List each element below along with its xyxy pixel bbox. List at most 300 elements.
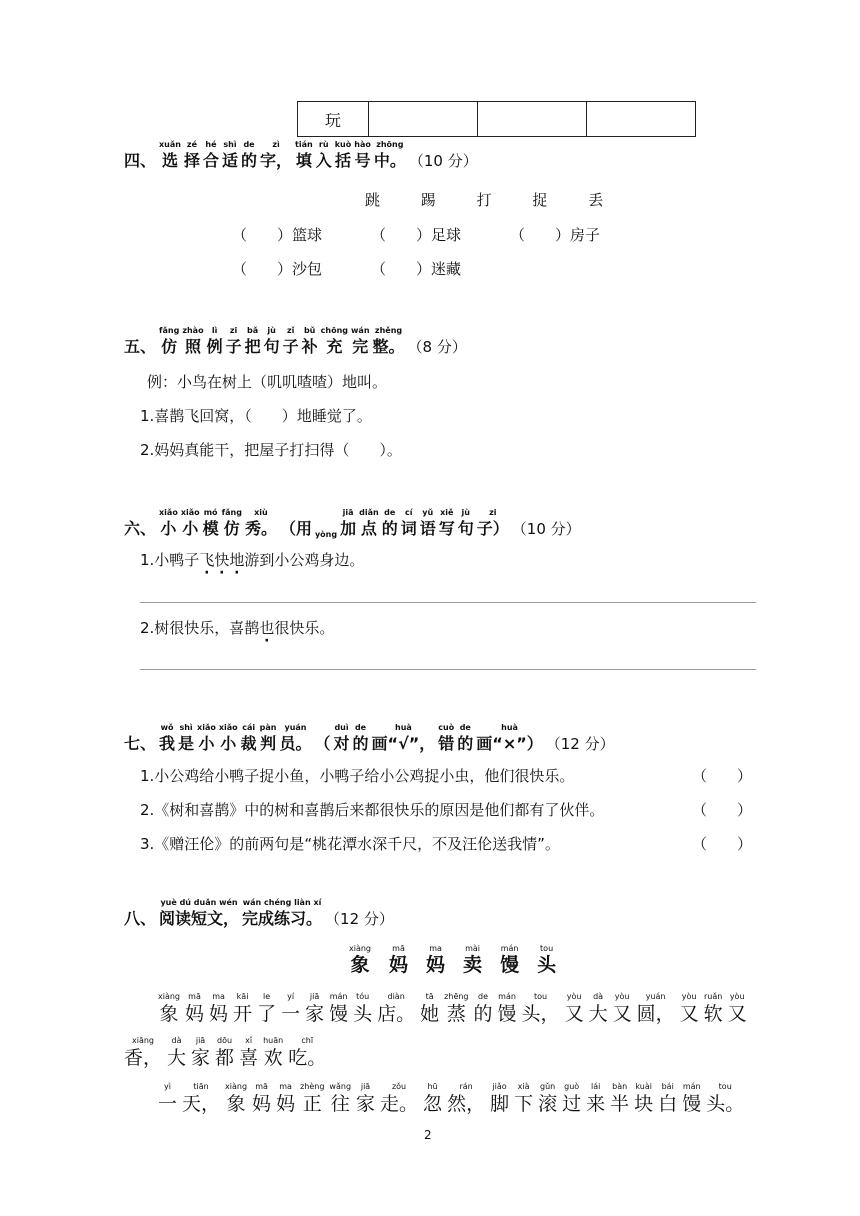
ruby-char [182,326,203,358]
ruby-char [207,326,223,358]
ruby-char [353,992,372,1026]
pinyin: lái [590,1082,601,1091]
hanzi: 下 [514,1093,534,1115]
pinyin: wǒ [160,723,174,732]
hanzi: 白 [658,1093,678,1115]
hanzi: 入 [315,151,332,170]
hanzi: 家 [191,1047,211,1069]
pinyin: hé [205,140,217,149]
ruby-char [373,326,405,358]
ruby-char [420,508,436,540]
ruby-char [158,1082,177,1116]
pinyin: xiě [440,508,454,517]
judge-item: 1.小公鸡给小鸭子捉小鱼，小鸭子给小公鸡捉小虫，他们很快乐。 [140,767,575,785]
ruby-char [374,140,406,172]
pinyin: shì [179,723,193,732]
section-4-heading: 四、 xuǎn 选 zé 择 hé 合 shì 适 de 的 zì 字， tián 填 rù 入 kuò 括 hào 号 zhōng 中。 （10 分） [124,140,478,170]
pinyin: tou [534,992,548,1001]
hanzi: 象 [226,1093,246,1115]
ruby-char [565,992,584,1026]
pinyin: gǔn [540,1082,556,1091]
pinyin: wǎng [329,1082,352,1091]
ruby-char [706,1082,744,1116]
pinyin: zi [489,508,497,517]
hanzi: 点 [360,519,377,538]
hanzi: 写 [438,519,455,538]
pinyin: guò [564,1082,580,1091]
ruby-char [463,944,482,976]
pinyin: dà [171,1036,182,1045]
ruby-char [359,508,379,540]
ruby-char [382,508,398,540]
hanzi: 错 [438,734,455,753]
hanzi: 中。 [373,151,406,170]
ruby-char [537,944,556,976]
dotted-char: 飞 [199,551,215,569]
hanzi: 忽 [423,1093,443,1115]
pinyin: zhōng [376,140,404,149]
ruby-char [245,508,277,540]
pinyin: cái [242,723,256,732]
pinyin: ma [279,1082,292,1091]
ruby-char [682,1082,701,1116]
hanzi: 例 [206,337,223,356]
ruby-char [538,1082,557,1116]
hanzi: 照 [184,337,201,356]
ruby-char [340,508,356,540]
choice-word: 跳 [365,191,381,209]
ruby-char [589,992,608,1026]
sentence-part: 游到小公鸡身边。 [244,551,365,569]
page-number: 2 [424,1128,432,1142]
ruby-char [315,530,337,540]
answer-paren[interactable]: （ ） [692,801,753,819]
answer-line[interactable] [140,669,756,670]
pinyin: xiāng [132,1036,155,1045]
pinyin: jiā [360,1082,371,1091]
ruby-char [184,140,200,172]
pinyin: huà [501,723,518,732]
hanzi: 画“×”） [476,734,543,753]
ruby-char [280,508,312,540]
pinyin: de [459,723,471,732]
hanzi: 小 [220,734,237,753]
hanzi: 妈 [426,954,446,976]
pinyin: mán [498,992,516,1001]
hanzi: 适 [222,151,239,170]
pinyin: wán [351,326,370,335]
pinyin: lì [211,326,218,335]
ruby-char [222,508,242,540]
hanzi: 补 [301,337,318,356]
sentence-part: 1.小鸭子 [140,551,200,569]
hanzi: 填 [295,151,312,170]
ruby-char [380,1082,418,1116]
example-sentence: 例：小鸟在树上（叽叽喳喳）地叫。 [147,373,388,391]
ruby-char [423,1082,442,1116]
hanzi: 喜 [239,1047,259,1069]
hanzi: 句 [263,337,280,356]
ruby-char [159,326,179,358]
ruby-char [300,1082,324,1116]
table-cell [369,102,478,137]
hanzi: 滚 [538,1093,558,1115]
pinyin: diàn [387,992,405,1001]
ruby-char [252,1082,271,1116]
ruby-char [680,992,699,1026]
table-cell: 玩 [298,102,369,137]
ruby-char [226,326,242,358]
hanzi: 头 [353,1003,373,1025]
pinyin: cuò [438,723,455,732]
hanzi: 括 [334,151,351,170]
ruby-char [288,1036,326,1070]
dotted-char: 也 [259,619,275,637]
pinyin: xiù [254,508,268,517]
pinyin: mán [682,1082,701,1091]
pinyin: tián [295,140,313,149]
hanzi: 走。 [380,1093,419,1115]
hanzi: 头， [521,1003,560,1025]
choice-word: 踢 [420,191,436,209]
ruby-char [438,723,454,755]
ruby-char [349,944,371,976]
hanzi: 妈 [209,1003,229,1025]
pinyin: mā [255,1082,268,1091]
pinyin: jù [461,508,470,517]
ruby-char [372,723,436,755]
pinyin: chī [301,1036,314,1045]
ruby-char [420,992,439,1026]
ruby-char [356,1082,375,1116]
hanzi: 的 [381,519,398,538]
choice-word: 捉 [532,191,548,209]
hanzi: 加 [340,519,357,538]
pinyin: zǒu [391,1082,407,1091]
ruby-char [444,992,468,1026]
ruby-char [439,508,455,540]
ruby-char [181,508,200,540]
pinyin: mài [465,944,481,953]
hanzi: 充 [326,337,343,356]
hanzi: 软 [703,1003,723,1025]
choice-word: 丢 [588,191,604,209]
ruby-char [426,944,445,976]
hanzi: 店。 [377,1003,416,1025]
hanzi: 馒 [682,1093,702,1115]
hanzi: 卖 [463,954,483,976]
ruby-char [219,723,238,755]
dotted-char: 快 [214,551,230,569]
ruby-char [260,140,292,172]
question-1 [140,549,364,570]
ruby-char [610,1082,629,1116]
hanzi: 整。 [372,337,405,356]
hanzi: 的 [241,151,258,170]
section-7-heading: 七、 wǒ 我 shì 是 xiǎo 小 xiǎo 小 cái 裁 pàn 判 yuán 员。 （ duì 对 de 的 huà 画“√”， cuò 错 de 的 huà 画“×”） （12 分） [124,723,615,753]
ruby-char [613,992,632,1026]
ruby-char [203,508,219,540]
hanzi: 员。 [279,734,312,753]
ruby-char [351,326,369,358]
pinyin: zhěng [374,326,403,335]
hanzi: 天， [182,1093,221,1115]
dotted-char: 地 [229,551,245,569]
answer-line[interactable] [140,602,756,603]
pinyin: de [243,140,255,149]
ruby-char [239,1036,258,1070]
ruby-char [353,723,369,755]
hanzi: 仿 [223,519,240,538]
hanzi: 脚 [490,1093,510,1115]
ruby-char [316,140,332,172]
hanzi: 小 [182,519,199,538]
hanzi: 合 [202,151,219,170]
ruby-char [354,140,371,172]
hanzi: 然， [447,1093,486,1115]
hanzi: （ [314,734,331,753]
pinyin: zhào [182,326,204,335]
pinyin: zǐ [286,326,295,335]
choice-list [365,189,603,210]
pinyin: zi [229,326,238,335]
hanzi: 又 [727,1003,747,1025]
pinyin: yuán [284,723,307,732]
hanzi: （用 [279,519,312,538]
pinyin: yòng [314,530,338,539]
ruby-char [159,723,175,755]
hanzi: 仿 [161,337,178,356]
ruby-char [658,1082,677,1116]
fill-item: （ ）迷藏 [371,260,462,278]
question-1: 1.喜鹊飞回窝，（ ）地睡觉了。 [140,407,372,425]
fill-item: （ ）足球 [371,226,462,244]
pinyin: rù [318,140,329,149]
story-title [340,944,565,976]
ruby-char [167,1036,186,1070]
pinyin: de [478,992,489,1001]
pinyin: xǐ [245,1036,253,1045]
pinyin: chōng [320,326,349,335]
hanzi: 词 [400,519,417,538]
pinyin: tiān [193,1082,209,1091]
ruby-char [704,992,723,1026]
pinyin: xiǎo [218,723,238,732]
hanzi: 子） [476,519,509,538]
pinyin: yòu [566,992,582,1001]
hanzi: 头 [537,954,557,976]
pinyin: jiā [309,992,320,1001]
hanzi: 又 [679,1003,699,1025]
pinyin: hū [427,1082,438,1091]
pinyin: ma [212,992,225,1001]
hanzi: 把 [244,337,261,356]
ruby-char [241,140,257,172]
ruby-char [522,992,560,1026]
ruby-char [159,508,178,540]
pinyin: zì [272,140,280,149]
pinyin: yì [164,1082,171,1091]
ruby-char [203,140,219,172]
pinyin: mó [203,508,218,517]
ruby-char [329,992,348,1026]
pinyin: hào [354,140,371,149]
pinyin: tou [718,1082,732,1091]
hanzi: 都 [215,1047,235,1069]
fill-item: （ ）沙包 [232,260,323,278]
fill-item: （ ）篮球 [232,226,323,244]
ruby-char [279,723,311,755]
ruby-char [245,326,261,358]
hanzi: 语 [419,519,436,538]
ruby-char [241,723,257,755]
pinyin: xuǎn [159,140,181,149]
table-cell [478,102,587,137]
hanzi: 的 [457,734,474,753]
pinyin: ma [429,944,442,953]
hanzi: 子 [282,337,299,356]
ruby-char [476,723,542,755]
hanzi: 择 [183,151,200,170]
answer-paren[interactable]: （ ） [692,767,753,785]
hanzi: 欢 [263,1047,283,1069]
hanzi: 一 [281,1003,301,1025]
hanzi: 裁 [240,734,257,753]
hanzi: 妈 [276,1093,296,1115]
ruby-char [281,992,300,1026]
ruby-char [295,140,313,172]
ruby-char [225,1082,247,1116]
pinyin: xiàng [349,944,372,953]
pinyin: bǔ [303,326,316,335]
hanzi: 开 [233,1003,253,1025]
hanzi: 了 [257,1003,277,1025]
ruby-char [185,992,204,1026]
ruby-char [257,992,276,1026]
judge-item: 3.《赠汪伦》的前两句是“桃花潭水深千尺，不及汪伦送我情”。 [140,835,560,853]
pinyin: yǔ [422,508,434,517]
ruby-char [159,898,239,930]
answer-paren[interactable]: （ ） [692,835,753,853]
hanzi: 吃。 [288,1047,327,1069]
ruby-char [182,1082,220,1116]
pinyin: xiàng [225,1082,248,1091]
pinyin: xiǎo [197,723,216,732]
ruby-char [389,944,408,976]
hanzi: 头。 [706,1093,745,1115]
pinyin: jiā [342,508,354,517]
pinyin: shì [223,140,237,149]
ruby-char [283,326,299,358]
pinyin: duì [334,723,349,732]
hanzi: 她 [420,1003,440,1025]
section-6-heading: 六、 xiǎo 小 xiǎo 小 mó 模 fǎng 仿 xiù 秀。 （用 yòng jiā 加 diǎn 点 de 的 cí 词 yǔ 语 xiě 写 jù 句 zi 子） （10 分） [124,508,581,539]
hanzi: 阅读短文， [159,909,240,928]
pinyin: wán chéng liàn xí [242,898,322,907]
hanzi: 的 [473,1003,493,1025]
pinyin: de [354,723,367,732]
pinyin: dà [593,992,604,1001]
hanzi: 画“√”， [371,734,436,753]
pinyin: huà [395,723,412,732]
hanzi: 对 [333,734,350,753]
hanzi: 半 [610,1093,630,1115]
ruby-char [276,1082,295,1116]
pinyin: zhèng [300,1082,325,1091]
ruby-char [302,326,318,358]
ruby-char [321,326,348,358]
hanzi: 过 [562,1093,582,1115]
ruby-char [477,508,509,540]
ruby-char [474,992,493,1026]
ruby-char [634,1082,653,1116]
pinyin: pàn [259,723,277,732]
ruby-char [264,326,280,358]
hanzi: 是 [178,734,195,753]
judge-item: 2.《树和喜鹊》中的树和喜鹊后来都很快乐的原因是他们都有了伙伴。 [140,801,605,819]
pinyin: huān [263,1036,284,1045]
pinyin: le [262,992,271,1001]
pinyin: kuò [334,140,352,149]
question-2: 2.妈妈真能干，把屋子打扫得（ ）。 [140,441,402,459]
hanzi: 选 [161,151,178,170]
hanzi: 又 [612,1003,632,1025]
hanzi: 妈 [389,954,409,976]
hanzi: 的 [352,734,369,753]
hanzi: 大 [588,1003,608,1025]
hanzi: 小 [160,519,177,538]
ruby-char [637,992,675,1026]
pinyin: ruǎn [703,992,723,1001]
pinyin: mā [392,944,405,953]
hanzi: 正 [302,1093,322,1115]
pinyin: jù [267,326,276,335]
hanzi: 馒 [500,954,520,976]
table-cell [587,102,696,137]
ruby-char [191,1036,210,1070]
ruby-char [124,1036,162,1070]
hanzi: 圆， [636,1003,675,1025]
ruby-char [377,992,415,1026]
story-paragraph-1-cont [124,1036,331,1070]
pinyin: dōu [217,1036,233,1045]
pinyin: yòu [681,992,697,1001]
pinyin: tā [425,992,434,1001]
hanzi: 又 [564,1003,584,1025]
pinyin: mán [500,944,519,953]
pinyin: tóu [356,992,370,1001]
hanzi: 一 [158,1093,178,1115]
hanzi: 字， [260,151,293,170]
pinyin: cí [404,508,413,517]
pinyin: bǎ [247,326,259,335]
pinyin: jiā [195,1036,206,1045]
pinyin: fǎng [221,508,242,517]
story-paragraph-2 [158,1082,749,1116]
ruby-char [334,723,350,755]
ruby-char [458,508,474,540]
hanzi: 象 [350,954,370,976]
ruby-char [263,1036,283,1070]
ruby-char [178,723,194,755]
pinyin: xià [517,1082,530,1091]
hanzi: 小 [198,734,215,753]
hanzi: 妈 [252,1093,272,1115]
pinyin: diǎn [359,508,379,517]
ruby-char [222,140,238,172]
top-table [297,101,696,137]
ruby-char [447,1082,485,1116]
